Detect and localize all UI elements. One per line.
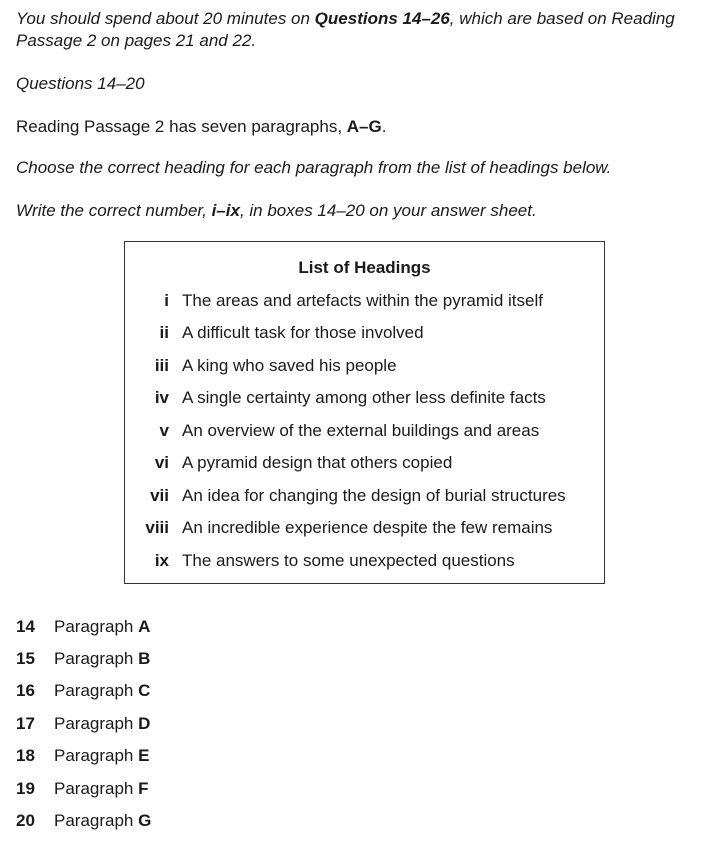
list-of-headings-title: List of Headings	[298, 258, 431, 277]
question-row	[16, 778, 149, 800]
heading-text: A king who saved his people	[182, 356, 397, 375]
heading-text: A single certainty among other less definite facts	[182, 388, 546, 407]
question-number: 17	[16, 714, 35, 733]
passage-desc-before: Reading Passage 2 has seven paragraphs,	[16, 117, 347, 136]
intro-instruction	[16, 8, 716, 52]
question-label: Paragraph	[54, 746, 134, 765]
write-instruction-before: Write the correct number,	[16, 201, 212, 220]
passage-desc-range: A–G	[346, 117, 382, 136]
heading-numeral: viii	[145, 518, 169, 537]
heading-text: An overview of the external buildings and areas	[182, 421, 540, 440]
question-number: 14	[16, 617, 35, 636]
heading-numeral: iv	[154, 388, 169, 407]
question-number: 15	[16, 649, 35, 668]
question-label: Paragraph	[54, 811, 134, 830]
heading-text: A pyramid design that others copied	[182, 453, 453, 472]
passage-desc-after: .	[381, 117, 387, 136]
heading-numeral: ix	[154, 551, 169, 570]
intro-questions-range: Questions 14–26	[314, 9, 450, 28]
question-row	[16, 810, 151, 832]
heading-text: An incredible experience despite the few remains	[182, 518, 553, 537]
question-label: Paragraph	[54, 714, 134, 733]
question-paragraph-letter: B	[138, 649, 151, 668]
question-paragraph-letter: F	[138, 779, 149, 798]
choose-instruction: Choose the correct heading for each paragraph from the list of headings below.	[16, 158, 612, 177]
heading-text: An idea for changing the design of burial structures	[182, 486, 566, 505]
question-number: 16	[16, 681, 35, 700]
heading-text: The areas and artefacts within the pyramid itself	[182, 291, 543, 310]
question-label: Paragraph	[54, 681, 134, 700]
heading-numeral: vi	[154, 453, 169, 472]
question-row	[16, 648, 150, 670]
question-row	[16, 745, 149, 767]
question-row	[16, 680, 150, 702]
questions-range-heading: Questions 14–20	[16, 74, 145, 93]
heading-numeral: i	[164, 291, 169, 310]
question-row	[16, 713, 150, 735]
heading-text: A difficult task for those involved	[182, 323, 424, 342]
question-paragraph-letter: G	[138, 811, 152, 830]
question-paragraph-letter: E	[138, 746, 150, 765]
question-paragraph-letter: A	[138, 617, 151, 636]
intro-text-before: You should spend about 20 minutes on	[16, 9, 315, 28]
write-instruction-after: , in boxes 14–20 on your answer sheet.	[239, 201, 537, 220]
question-number: 18	[16, 746, 35, 765]
heading-numeral: ii	[159, 323, 169, 342]
write-instruction-range: i–ix	[211, 201, 240, 220]
question-label: Paragraph	[54, 617, 134, 636]
write-instruction	[16, 200, 537, 222]
question-number: 19	[16, 779, 35, 798]
heading-numeral: iii	[154, 356, 169, 375]
list-of-headings-box	[124, 241, 605, 584]
question-label: Paragraph	[54, 649, 134, 668]
question-row	[16, 616, 150, 638]
question-number: 20	[16, 811, 35, 830]
question-label: Paragraph	[54, 779, 134, 798]
heading-numeral: v	[159, 421, 169, 440]
question-paragraph-letter: C	[138, 681, 151, 700]
question-paragraph-letter: D	[138, 714, 151, 733]
passage-description	[16, 116, 386, 138]
intro-text-after: , which are based on Reading Passage 2 on pages 21 and 22.	[16, 9, 675, 50]
heading-text: The answers to some unexpected questions	[182, 551, 515, 570]
heading-numeral: vii	[150, 486, 169, 505]
